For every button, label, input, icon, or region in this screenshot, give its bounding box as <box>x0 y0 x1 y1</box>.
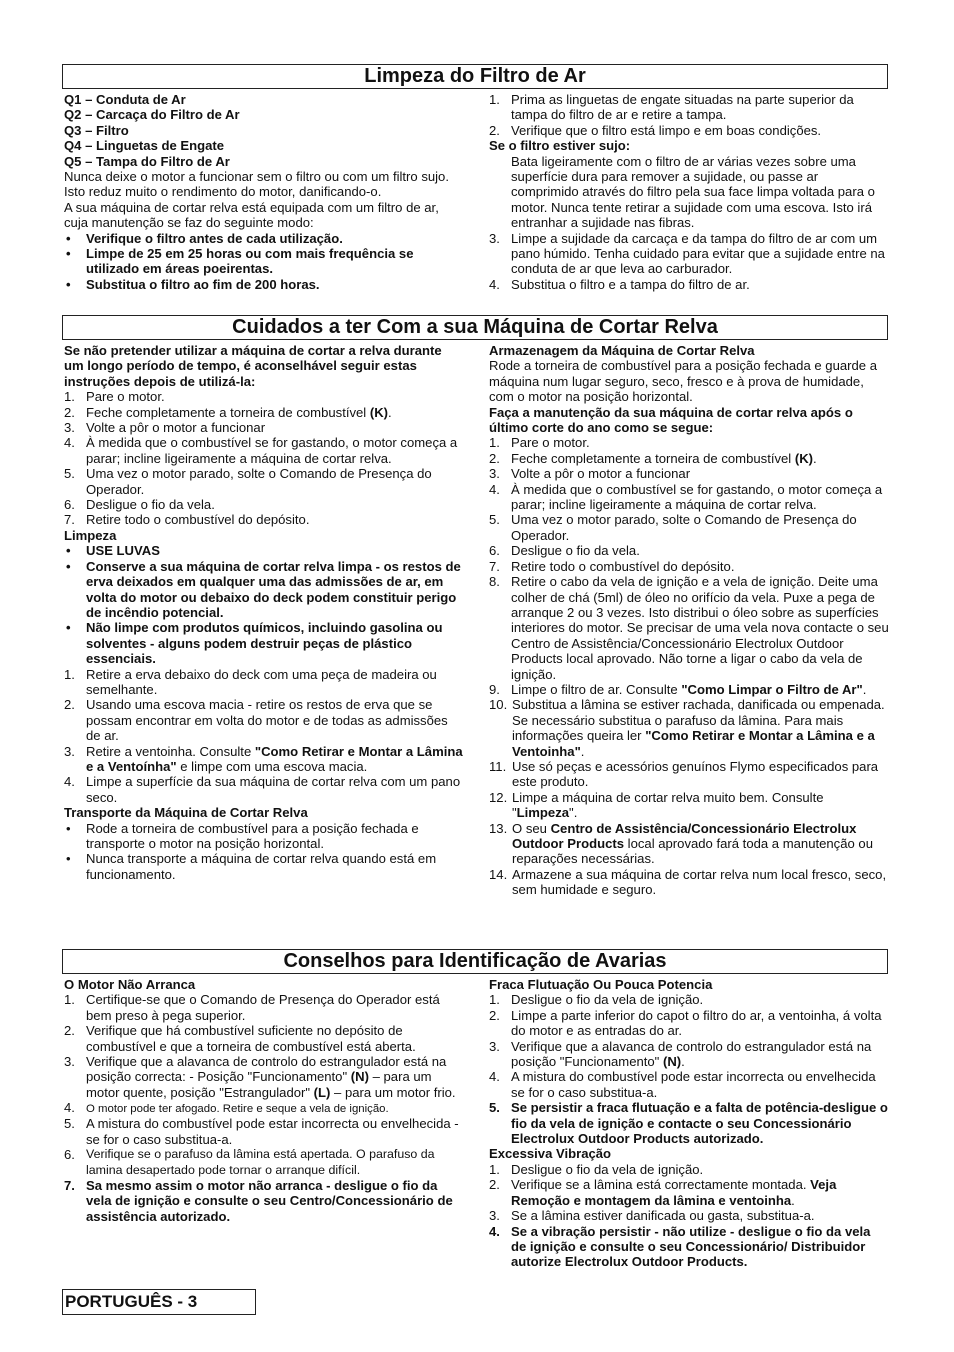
section-title-air-filter: Limpeza do Filtro de Ar <box>62 64 888 89</box>
storage-step: 13. O seu Centro de Assistência/Concessionário Electrolux Outdoor Products local aprovado fará toda a manutenção ou reparações necessárias. <box>489 820 873 867</box>
label-q5: Q5 – Tampa do Filtro de Ar <box>64 153 230 169</box>
care-step: 7. Retire todo o combustível do depósito. <box>64 512 310 528</box>
storage-step: 12. Limpe a máquina de cortar relva muito bem. Consulte "Limpeza". <box>489 789 824 821</box>
filter-step: 2. Verifique que o filtro está limpo e em boas condições. <box>489 122 822 138</box>
weak-power-heading: Fraca Flutuação Ou Pouca Potencia <box>489 977 713 992</box>
storage-step: 11. Use só peças e acessórios genuínos Flymo especificados para este produto. <box>489 758 879 790</box>
section-title-troubleshooting: Conselhos para Identificação de Avarias <box>62 949 888 974</box>
transport-bullet: • Nunca transporte a máquina de cortar relva quando está em funcionamento. <box>64 851 464 882</box>
dirty-filter-heading: Se o filtro estiver sujo: <box>489 138 631 154</box>
care-left-column <box>64 343 464 882</box>
weak-power-step: 2. Limpe a parte inferior do capot o filtro do ar, a ventoinha, á volta do motor e as entradas do ar. <box>489 1007 882 1039</box>
filter-intro: A sua máquina de cortar relva está equipada com um filtro de ar, cuja manutenção se faz do seguinte modo: <box>64 199 439 231</box>
trouble-right-column <box>489 977 889 1270</box>
storage-step: 5. Uma vez o motor parado, solte o Comando de Presença do Operador. <box>489 512 857 543</box>
storage-step: 3. Volte a pôr o motor a funcionar <box>489 466 691 482</box>
label-q3: Q3 – Filtro <box>64 122 129 138</box>
section-title-care: Cuidados a ter Com a sua Máquina de Cortar Relva <box>62 315 888 340</box>
weak-power-step: 5. Se persistir a fraca flutuação e a falta de potência-desligue o fio da vela de ignição e contacte o seu Concessionário Electrolux Outdoor Products autorizado. <box>489 1100 888 1147</box>
care-step: 5. Uma vez o motor parado, solte o Comando de Presença do Operador. <box>64 466 432 497</box>
dirty-filter-text: Bata ligeiramente com o filtro de ar várias vezes sobre uma superfície dura para remover a sujidade, ou passe ar comprimido através do filtro pela sua face limpa voltada para o motor. Nunca tente retirar a sujidade com uma escova. Isto irá entranhar a sujidade nas fibras. <box>511 153 875 231</box>
storage-heading: Armazenagem da Máquina de Cortar Relva <box>489 343 755 358</box>
transport-heading: Transporte da Máquina de Cortar Relva <box>64 805 308 821</box>
no-start-step: 5. A mistura do combustível pode estar incorrecta ou envelhecida - se for o caso substitua-a. <box>64 1116 459 1147</box>
no-start-step: 3. Verifique que a alavanca de controlo do estrangulador está na posição correcta: - Posição "Funcionamento" (N) – para um motor quente, posição "Estrangulador" (L) – para um motor frio. <box>64 1054 456 1100</box>
cleaning-step: 3. Retire a ventoinha. Consulte "Como Retirar e Montar a Lâmina e a Ventoínha" e limpe com uma escova macia. <box>64 743 463 774</box>
storage-step: 14. Armazene a sua máquina de cortar relva num local fresco, seco, sem humidade e seguro. <box>489 866 887 898</box>
filter-step: 1. Prima as linguetas de engate situadas na parte superior da tampa do filtro de ar e retire a tampa. <box>489 92 854 123</box>
trouble-left-column <box>64 977 464 1224</box>
no-start-step: 7. Sa mesmo assim o motor não arranca - desligue o fio da vela de ignição e consulte o seu Centro/Concessionário de assistência autorizado. <box>64 1177 453 1224</box>
care-step: 6. Desligue o fio da vela. <box>64 497 215 513</box>
cleaning-bullet: • Conserve a sua máquina de cortar relva limpa - os restos de erva deixados em qualquer uma das admissões de ar, em volta do motor ou debaixo do deck podem constituir perigo de incêndio potencial. <box>64 559 464 621</box>
air-filter-left-column <box>64 92 464 292</box>
cleaning-bullet: • Não limpe com produtos químicos, incluindo gasolina ou solventes - alguns podem destruir peças de plástico essenciais. <box>64 620 464 666</box>
weak-power-step: 1. Desligue o fio da vela de ignição. <box>489 992 704 1008</box>
storage-step: 4. À medida que o combustível se for gastando, o motor começa a parar; incline ligeiramente a máquina de cortar relva. <box>489 481 883 513</box>
no-start-step: 1. Certifique-se que o Comando de Presença do Operador está bem preso à pega superior. <box>64 992 440 1023</box>
label-q2: Q2 – Carcaça do Filtro de Ar <box>64 107 240 123</box>
care-step: 3. Volte a pôr o motor a funcionar <box>64 420 266 436</box>
storage-maintenance-intro: Faça a manutenção da sua máquina de cortar relva após o último corte do ano como se segue: <box>489 404 853 436</box>
no-start-heading: O Motor Não Arranca <box>64 977 196 992</box>
care-intro: Se não pretender utilizar a máquina de cortar a relva durante um longo período de tempo, é aconselhável seguir estas instruções depois de utilizá-la: <box>64 343 442 389</box>
label-q1: Q1 – Conduta de Ar <box>64 92 186 107</box>
filter-step: 4. Substitua o filtro e a tampa do filtro de ar. <box>489 276 750 292</box>
care-step: 1. Pare o motor. <box>64 389 165 405</box>
filter-bullet: • Substitua o filtro ao fim de 200 horas. <box>64 277 464 292</box>
filter-bullet: • Verifique o filtro antes de cada utilização. <box>64 231 464 246</box>
weak-power-step: 3. Verifique que a alavanca de controlo do estrangulador está na posição "Funcionamento" (N). <box>489 1038 872 1070</box>
vibration-heading: Excessiva Vibração <box>489 1146 612 1162</box>
care-step: 2. Feche completamente a torneira de combustível (K). <box>64 404 392 420</box>
cleaning-step: 2. Usando uma escova macia - retire os restos de erva que se possam encontrar em volta do motor e de todas as admissões de ar. <box>64 697 448 744</box>
cleaning-step: 1. Retire a erva debaixo do deck com uma peça de madeira ou semelhante. <box>64 666 437 697</box>
transport-bullet: • Rode a torneira de combustível para a posição fechada e transporte o motor na posição horizontal. <box>64 821 464 852</box>
page-footer-label: PORTUGUÊS - 3 <box>62 1289 256 1315</box>
vibration-step: 1. Desligue o fio da vela de ignição. <box>489 1161 704 1177</box>
care-step: 4. À medida que o combustível se for gastando, o motor começa a parar; incline ligeiramente a máquina de cortar relva. <box>64 435 458 466</box>
vibration-step: 3. Se a lâmina estiver danificada ou gasta, substitua-a. <box>489 1208 815 1224</box>
filter-step: 3. Limpe a sujidade da carcaça e da tampa do filtro de ar com um pano húmido. Tenha cuidado para evitar que a sujidade entre na conduta de ar que leva ao carburador. <box>489 230 885 277</box>
storage-text: Rode a torneira de combustível para a posição fechada e guarde a máquina num lugar seguro, seco, fresco e à prova de humidade, com o motor na posição horizontal. <box>489 358 877 405</box>
storage-step: 1. Pare o motor. <box>489 435 590 451</box>
weak-power-step: 4. A mistura do combustível pode estar incorrecta ou envelhecida se for o caso substitua-a. <box>489 1069 876 1100</box>
storage-step: 8. Retire o cabo da vela de ignição e a vela de ignição. Deite uma colher de chá (5ml) de óleo no orifício da vela. Puxe a pega de arranque 2 ou 3 vezes. Isto distribui o óleo sobre as superfícies interiores do motor. Se precisar de uma vela nova contacte o seu Centro de Assistência/Concessionário Electrolux Outdoor Products local aprovado. Não torne a ligar o cabo da vela de ignição. <box>489 574 889 682</box>
no-start-step: 6. Verifique se o parafuso da lâmina está apertada. O parafuso da lamina desapertado pode tornar o arranque difícil. <box>64 1147 435 1177</box>
storage-step: 6. Desligue o fio da vela. <box>489 543 640 559</box>
no-start-step: 2. Verifique que há combustível suficiente no depósito de combustível e que a torneira de combustível está aberta. <box>64 1023 416 1054</box>
storage-step: 2. Feche completamente a torneira de combustível (K). <box>489 450 817 466</box>
filter-warning: Nunca deixe o motor a funcionar sem o filtro ou com um filtro sujo. Isto reduz muito o rendimento do motor, danificando-o. <box>64 169 449 200</box>
storage-step: 7. Retire todo o combustível do depósito. <box>489 558 735 574</box>
filter-bullet: • Limpe de 25 em 25 horas ou com mais frequência se utilizado em áreas poeirentas. <box>64 246 464 277</box>
no-start-step: 4. O motor pode ter afogado. Retire e seque a vela de ignição. <box>64 1100 389 1116</box>
cleaning-bullet: • USE LUVAS <box>64 543 464 558</box>
storage-step: 9. Limpe o filtro de ar. Consulte "Como Limpar o Filtro de Ar". <box>489 681 867 697</box>
vibration-step: 4. Se a vibração persistir - não utilize - desligue o fio da vela de ignição e consulte o seu Concessionário/ Distribuidor autorize Electrolux Outdoor Products. <box>489 1223 871 1270</box>
cleaning-heading: Limpeza <box>64 527 117 543</box>
air-filter-right-column <box>489 92 889 292</box>
cleaning-step: 4. Limpe a superfície da sua máquina de cortar relva com um pano seco. <box>64 774 461 805</box>
storage-step: 10. Substitua a lâmina se estiver rachada, danificada ou empenada. Se necessário substitua o parafuso da lâmina. Para mais informações queira ler "Como Retirar e Montar a Lâmina e a Ventoinha". <box>489 697 885 759</box>
care-right-column <box>489 343 889 898</box>
vibration-step: 2. Verifique se a lâmina está correctamente montada. Veja Remoção e montagem da lâmina e ventoinha. <box>489 1177 837 1208</box>
label-q4: Q4 – Linguetas de Engate <box>64 138 225 154</box>
